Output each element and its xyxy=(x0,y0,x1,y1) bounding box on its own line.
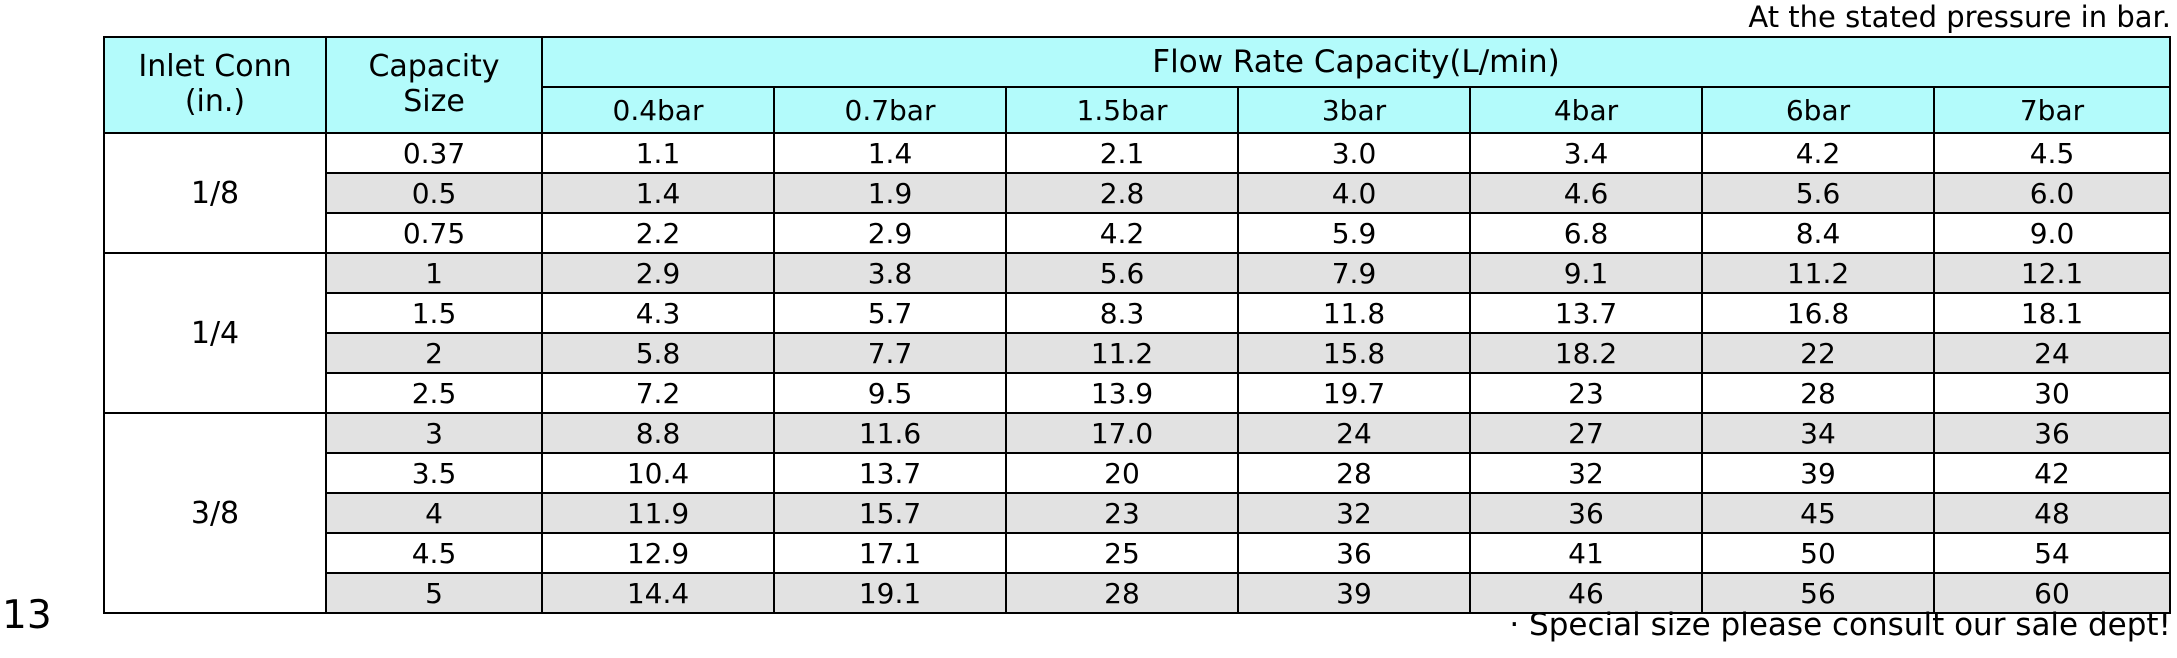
col-header-pressure-1: 0.7bar xyxy=(774,87,1006,133)
flow-value-cell: 25 xyxy=(1006,533,1238,573)
flow-value-cell: 6.0 xyxy=(1934,173,2170,213)
capacity-size-cell: 4 xyxy=(326,493,542,533)
flow-value-cell: 34 xyxy=(1702,413,1934,453)
flow-value-cell: 60 xyxy=(1934,573,2170,613)
flow-value-cell: 3.4 xyxy=(1470,133,1702,173)
table-row xyxy=(104,533,2170,573)
inlet-conn-line2: (in.) xyxy=(184,84,246,119)
inlet-conn-cell: 1/8 xyxy=(104,133,326,253)
flow-value-cell: 39 xyxy=(1238,573,1470,613)
header-row-1 xyxy=(104,37,2170,87)
flow-value-cell: 19.7 xyxy=(1238,373,1470,413)
flow-value-cell: 28 xyxy=(1702,373,1934,413)
table-row xyxy=(104,493,2170,533)
table-row xyxy=(104,453,2170,493)
flow-value-cell: 54 xyxy=(1934,533,2170,573)
col-header-pressure-0: 0.4bar xyxy=(542,87,774,133)
capacity-size-cell: 0.75 xyxy=(326,213,542,253)
capacity-size-cell: 1 xyxy=(326,253,542,293)
top-note: At the stated pressure in bar. xyxy=(1748,0,2171,34)
flow-value-cell: 4.2 xyxy=(1006,213,1238,253)
flow-value-cell: 6.8 xyxy=(1470,213,1702,253)
table-row xyxy=(104,413,2170,453)
col-header-inlet-conn xyxy=(104,37,326,133)
table-body xyxy=(104,133,2170,613)
flow-value-cell: 7.7 xyxy=(774,333,1006,373)
flow-value-cell: 4.2 xyxy=(1702,133,1934,173)
flow-value-cell: 17.1 xyxy=(774,533,1006,573)
flow-value-cell: 41 xyxy=(1470,533,1702,573)
flow-value-cell: 16.8 xyxy=(1702,293,1934,333)
capacity-size-cell: 3.5 xyxy=(326,453,542,493)
table-row xyxy=(104,333,2170,373)
flow-value-cell: 8.4 xyxy=(1702,213,1934,253)
flow-value-cell: 32 xyxy=(1238,493,1470,533)
flow-value-cell: 9.5 xyxy=(774,373,1006,413)
flow-value-cell: 2.8 xyxy=(1006,173,1238,213)
flow-value-cell: 2.9 xyxy=(774,213,1006,253)
flow-value-cell: 18.1 xyxy=(1934,293,2170,333)
flow-value-cell: 39 xyxy=(1702,453,1934,493)
capacity-size-cell: 4.5 xyxy=(326,533,542,573)
flow-value-cell: 11.9 xyxy=(542,493,774,533)
flow-value-cell: 56 xyxy=(1702,573,1934,613)
flow-rate-capacity-table xyxy=(103,36,2171,614)
flow-value-cell: 15.7 xyxy=(774,493,1006,533)
flow-value-cell: 24 xyxy=(1238,413,1470,453)
col-header-flow-rate-capacity: Flow Rate Capacity(L/min) xyxy=(542,37,2170,87)
table-row xyxy=(104,373,2170,413)
flow-value-cell: 45 xyxy=(1702,493,1934,533)
flow-value-cell: 23 xyxy=(1470,373,1702,413)
flow-value-cell: 1.4 xyxy=(774,133,1006,173)
table-row xyxy=(104,133,2170,173)
flow-value-cell: 13.7 xyxy=(774,453,1006,493)
flow-value-cell: 7.2 xyxy=(542,373,774,413)
flow-value-cell: 50 xyxy=(1702,533,1934,573)
flow-value-cell: 32 xyxy=(1470,453,1702,493)
inlet-conn-cell: 1/4 xyxy=(104,253,326,413)
flow-value-cell: 28 xyxy=(1006,573,1238,613)
flow-value-cell: 28 xyxy=(1238,453,1470,493)
flow-value-cell: 2.2 xyxy=(542,213,774,253)
capacity-size-cell: 2.5 xyxy=(326,373,542,413)
inlet-conn-cell: 3/8 xyxy=(104,413,326,613)
flow-value-cell: 8.3 xyxy=(1006,293,1238,333)
flow-value-cell: 36 xyxy=(1470,493,1702,533)
flow-value-cell: 20 xyxy=(1006,453,1238,493)
flow-value-cell: 15.8 xyxy=(1238,333,1470,373)
flow-value-cell: 11.2 xyxy=(1702,253,1934,293)
flow-value-cell: 3.8 xyxy=(774,253,1006,293)
capacity-size-cell: 3 xyxy=(326,413,542,453)
flow-value-cell: 24 xyxy=(1934,333,2170,373)
flow-value-cell: 4.5 xyxy=(1934,133,2170,173)
flow-value-cell: 3.0 xyxy=(1238,133,1470,173)
capacity-size-cell: 5 xyxy=(326,573,542,613)
flow-value-cell: 5.9 xyxy=(1238,213,1470,253)
flow-value-cell: 11.6 xyxy=(774,413,1006,453)
flow-value-cell: 23 xyxy=(1006,493,1238,533)
flow-value-cell: 9.1 xyxy=(1470,253,1702,293)
flow-value-cell: 10.4 xyxy=(542,453,774,493)
table-row xyxy=(104,173,2170,213)
flow-value-cell: 7.9 xyxy=(1238,253,1470,293)
flow-value-cell: 36 xyxy=(1238,533,1470,573)
flow-value-cell: 2.9 xyxy=(542,253,774,293)
capacity-line2: Size xyxy=(403,84,465,119)
flow-value-cell: 19.1 xyxy=(774,573,1006,613)
table-row xyxy=(104,293,2170,333)
flow-value-cell: 11.2 xyxy=(1006,333,1238,373)
flow-value-cell: 4.6 xyxy=(1470,173,1702,213)
capacity-line1: Capacity xyxy=(368,49,500,85)
flow-value-cell: 13.9 xyxy=(1006,373,1238,413)
flow-value-cell: 5.6 xyxy=(1006,253,1238,293)
flow-value-cell: 17.0 xyxy=(1006,413,1238,453)
flow-value-cell: 5.6 xyxy=(1702,173,1934,213)
flow-value-cell: 1.4 xyxy=(542,173,774,213)
capacity-size-cell: 1.5 xyxy=(326,293,542,333)
flow-value-cell: 9.0 xyxy=(1934,213,2170,253)
table-head xyxy=(104,37,2170,133)
flow-value-cell: 12.9 xyxy=(542,533,774,573)
flow-value-cell: 5.7 xyxy=(774,293,1006,333)
flow-value-cell: 2.1 xyxy=(1006,133,1238,173)
flow-value-cell: 4.3 xyxy=(542,293,774,333)
flow-value-cell: 4.0 xyxy=(1238,173,1470,213)
page-number: 13 xyxy=(2,593,52,638)
capacity-size-cell: 0.37 xyxy=(326,133,542,173)
flow-value-cell: 1.9 xyxy=(774,173,1006,213)
flow-value-cell: 5.8 xyxy=(542,333,774,373)
flow-value-cell: 1.1 xyxy=(542,133,774,173)
col-header-pressure-5: 6bar xyxy=(1702,87,1934,133)
flow-value-cell: 11.8 xyxy=(1238,293,1470,333)
col-header-pressure-4: 4bar xyxy=(1470,87,1702,133)
flow-value-cell: 18.2 xyxy=(1470,333,1702,373)
flow-value-cell: 12.1 xyxy=(1934,253,2170,293)
flow-value-cell: 30 xyxy=(1934,373,2170,413)
flow-value-cell: 48 xyxy=(1934,493,2170,533)
table-row xyxy=(104,253,2170,293)
flow-value-cell: 22 xyxy=(1702,333,1934,373)
capacity-size-cell: 2 xyxy=(326,333,542,373)
flow-value-cell: 42 xyxy=(1934,453,2170,493)
flow-value-cell: 46 xyxy=(1470,573,1702,613)
flow-rate-table-wrapper xyxy=(103,36,2169,614)
flow-value-cell: 8.8 xyxy=(542,413,774,453)
flow-value-cell: 36 xyxy=(1934,413,2170,453)
col-header-pressure-3: 3bar xyxy=(1238,87,1470,133)
col-header-pressure-2: 1.5bar xyxy=(1006,87,1238,133)
flow-value-cell: 13.7 xyxy=(1470,293,1702,333)
inlet-conn-line1: Inlet Conn xyxy=(138,49,292,85)
table-row xyxy=(104,213,2170,253)
col-header-capacity-size xyxy=(326,37,542,133)
bottom-note: · Special size please consult our sale dept! xyxy=(1509,607,2171,643)
flow-value-cell: 27 xyxy=(1470,413,1702,453)
col-header-pressure-6: 7bar xyxy=(1934,87,2170,133)
capacity-size-cell: 0.5 xyxy=(326,173,542,213)
flow-value-cell: 14.4 xyxy=(542,573,774,613)
